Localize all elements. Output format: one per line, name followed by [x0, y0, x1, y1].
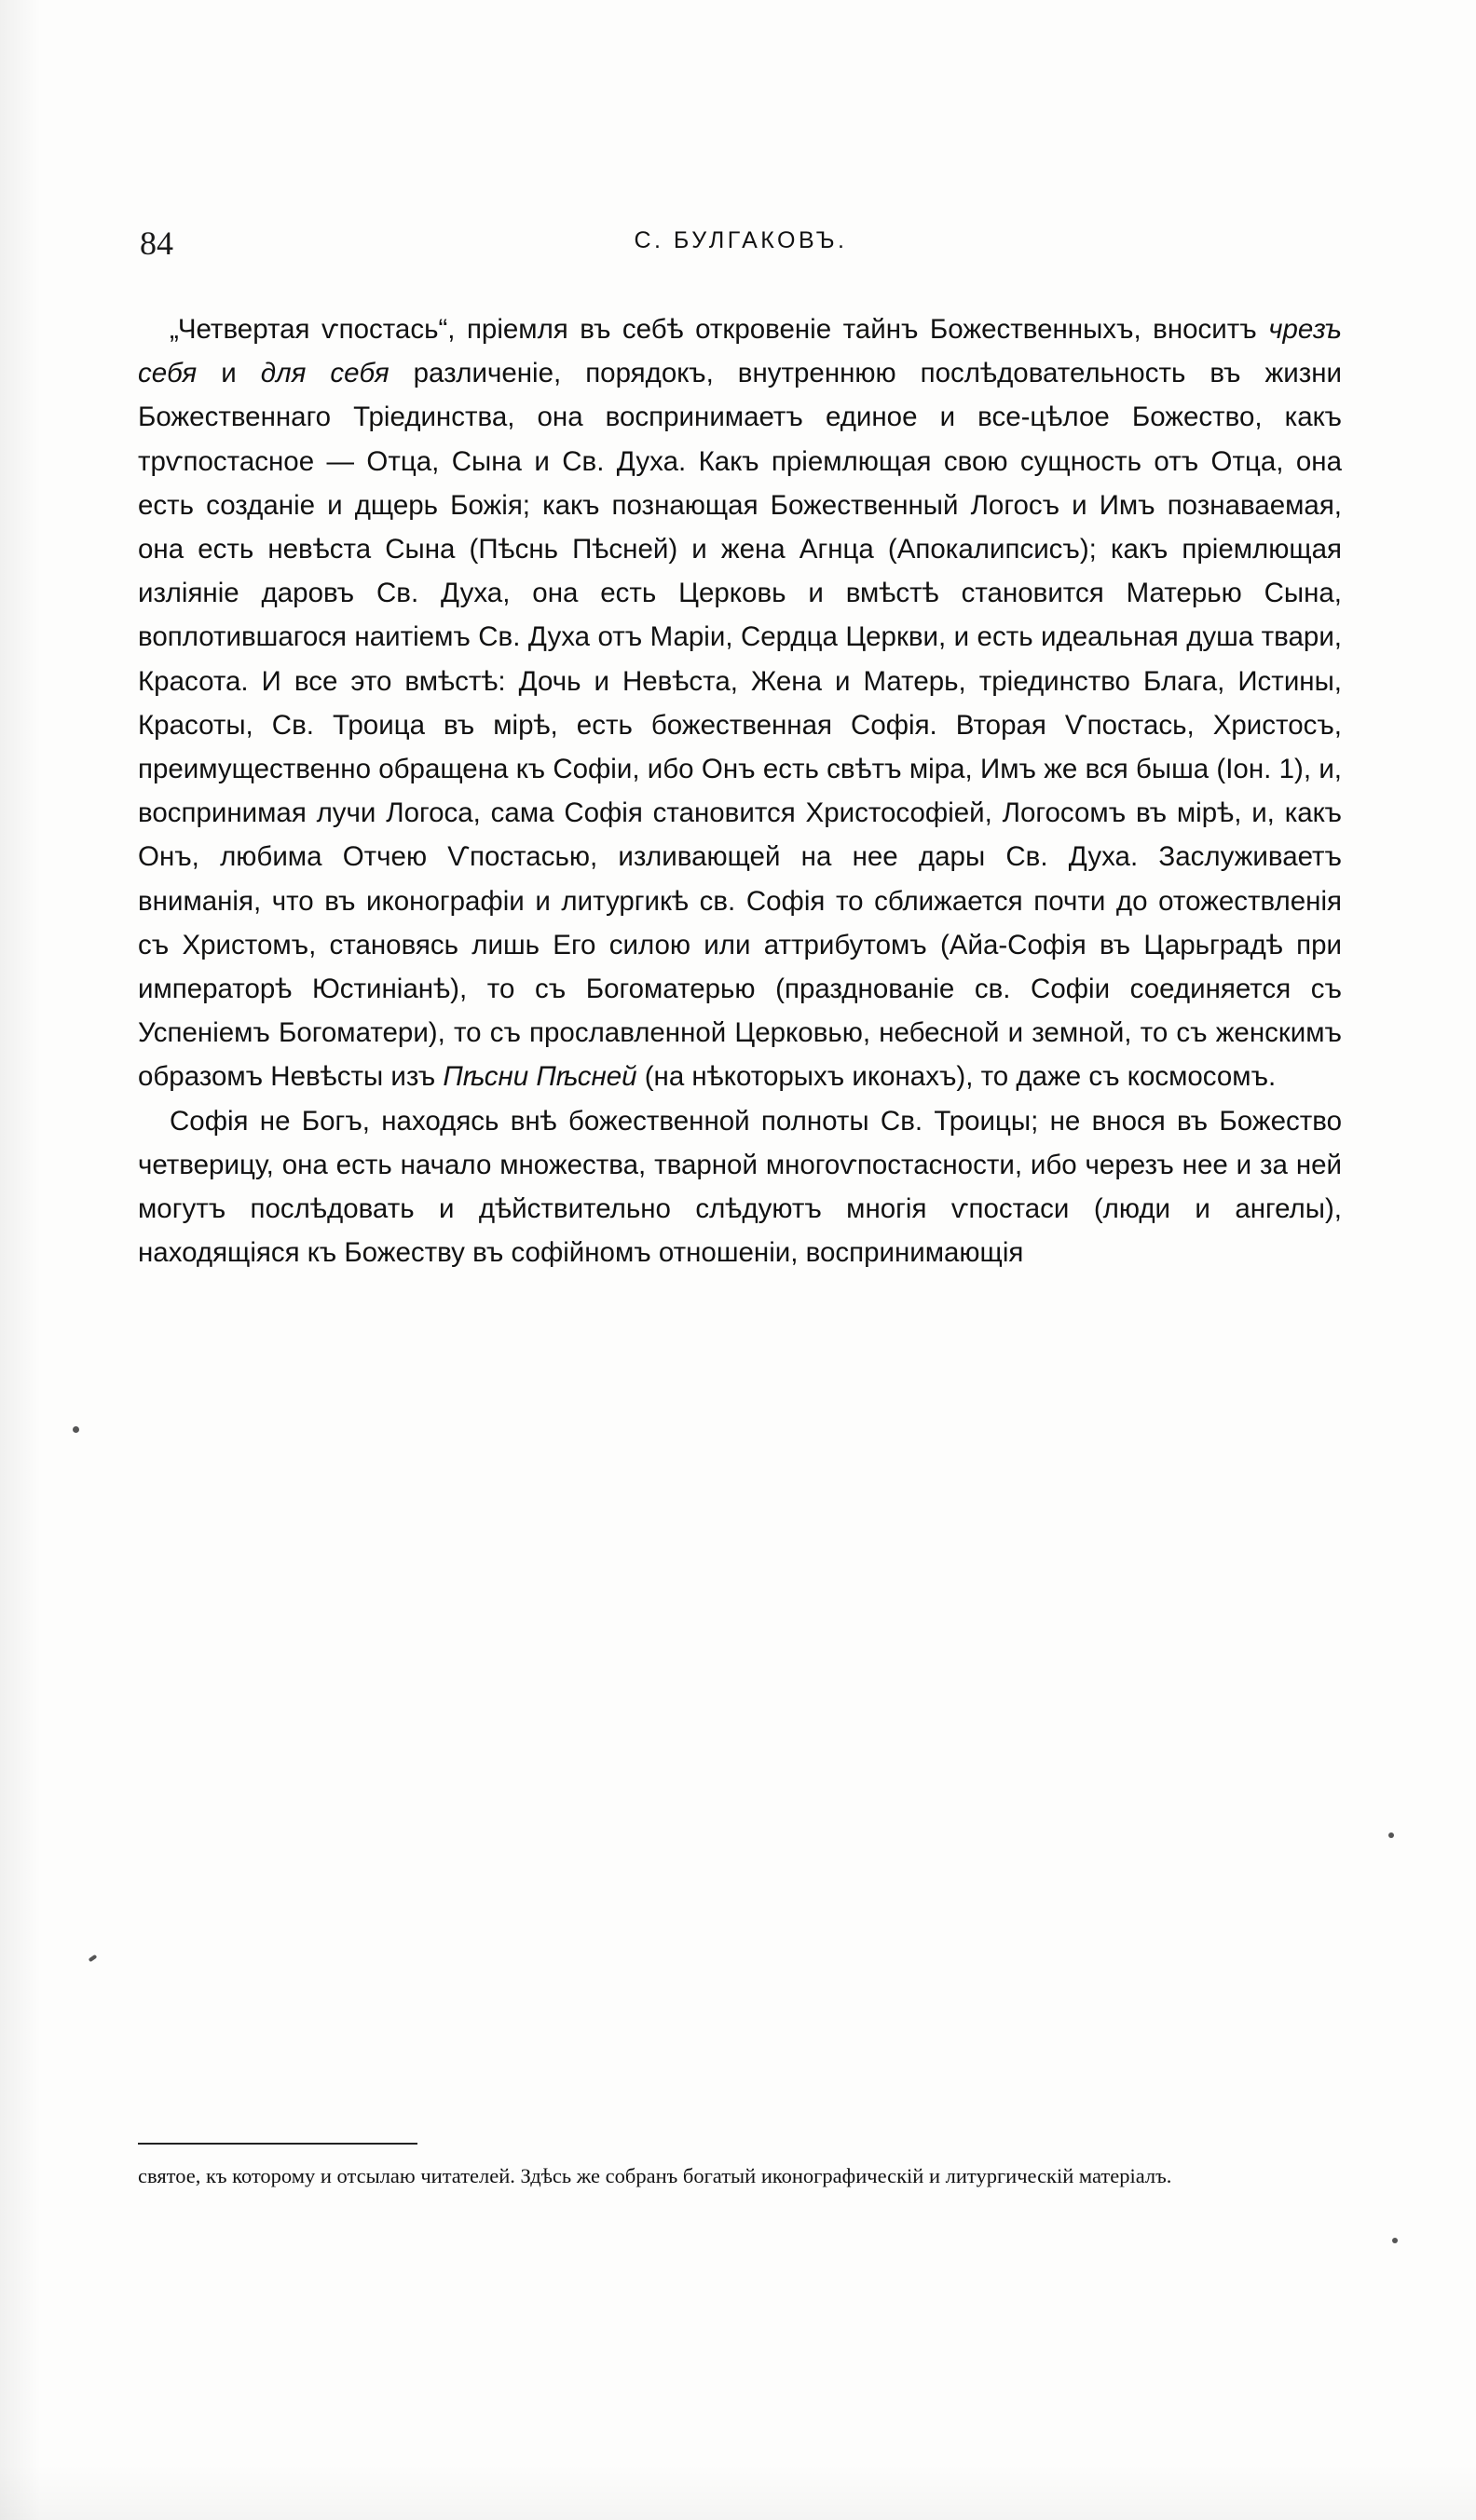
- paragraph-1-italic-2: для себя: [260, 358, 390, 389]
- page-number: 84: [140, 225, 173, 262]
- page-speck: [1392, 2238, 1398, 2243]
- page-edge-shading-bottom: [0, 2464, 1476, 2520]
- footnote-text: святое, къ которому и отсылаю читателей. Здѣсь же собранъ богатый иконографическій и литургическій матеріалъ.: [138, 2164, 1172, 2187]
- paragraph-1-italic-3: Пѣсни Пѣсней: [443, 1061, 637, 1093]
- paragraph-2: Софія не Богъ, находясь внѣ божественной полноты Св. Троицы; не внося въ Божество четверицу, она есть начало множества, тварной многоѵпостасности, ибо черезъ нее и за ней могутъ послѣдовать и дѣйствительно слѣдуютъ многія ѵпостаси (люди и ангелы), находящіяся къ Божеству въ софійномъ отношеніи, воспринимающія: [138, 1105, 1342, 1269]
- footnote-separator: [138, 2143, 417, 2145]
- paragraph-1-segment-4: (на нѣкоторыхъ иконахъ), то даже съ космосомъ.: [636, 1061, 1277, 1093]
- page-speck: [89, 1955, 98, 1962]
- page-speck: [73, 1426, 79, 1433]
- paragraph-1-segment-2: и: [197, 358, 261, 389]
- page-speck: [1388, 1832, 1394, 1838]
- paragraph-1-segment-1: „Четвертая ѵпостась“, пріемля въ себѣ откровеніе тайнъ Божественныхъ, вноситъ: [170, 314, 1269, 345]
- running-title: С. БУЛГАКОВЪ.: [634, 227, 848, 253]
- page-header: [140, 224, 1342, 261]
- paragraph-1: [138, 307, 1342, 1099]
- paragraph-1-segment-3: различеніе, порядокъ, внутреннюю послѣдовательность въ жизни Божественнаго Тріединства, она воспринимаетъ единое и все-цѣлое Божество, какъ трѵпостасное — Отца, Сына и Св. Духа. Какъ пріемлющая свою сущность отъ Отца, она есть созданіе и дщерь Божія; какъ познающая Божественный Логосъ и Имъ познаваемая, она есть невѣста Сына (Пѣснь Пѣсней) и жена Агнца (Апокалипсисъ); какъ пріемлющая изліяніе даровъ Св. Духа, она есть Церковь и вмѣстѣ становится Матерью Сына, воплотившагося наитіемъ Св. Духа отъ Маріи, Сердца Церкви, и есть идеальная душа твари, Красота. И все это вмѣстѣ: Дочь и Невѣста, Жена и Матерь, тріединство Блага, Истины, Красоты, Св. Троица въ мірѣ, есть божественная Софія. Вторая Ѵпостась, Христосъ, преимущественно обращена къ Софіи, ибо Онъ есть свѣтъ міра, Имъ же вся быша (Іон. 1), и, воспринимая лучи Логоса, сама Софія становится Христософіей, Логосомъ въ мірѣ, и, какъ Онъ, любима Отчею Ѵпостасью, изливающей на нее дары Св. Духа. Заслуживаетъ вниманія, что въ иконографіи и литургикѣ св. Софія то сближается почти до отожествленія съ Христомъ, становясь лишь Его силою или аттрибутомъ (Айа-Софія въ Царьградѣ при императорѣ Юстиніанѣ), то съ Богоматерью (празднованіе св. Софіи соединяется съ Успеніемъ Богоматери), то съ прославленной Церковью, небесной и земной, то съ женскимъ образомъ Невѣсты изъ: [138, 358, 1342, 1093]
- paragraph-1-italic-1: чрезъ себя: [138, 314, 1342, 389]
- body-text: [138, 307, 1342, 1274]
- page-edge-shading-left: [0, 0, 41, 2520]
